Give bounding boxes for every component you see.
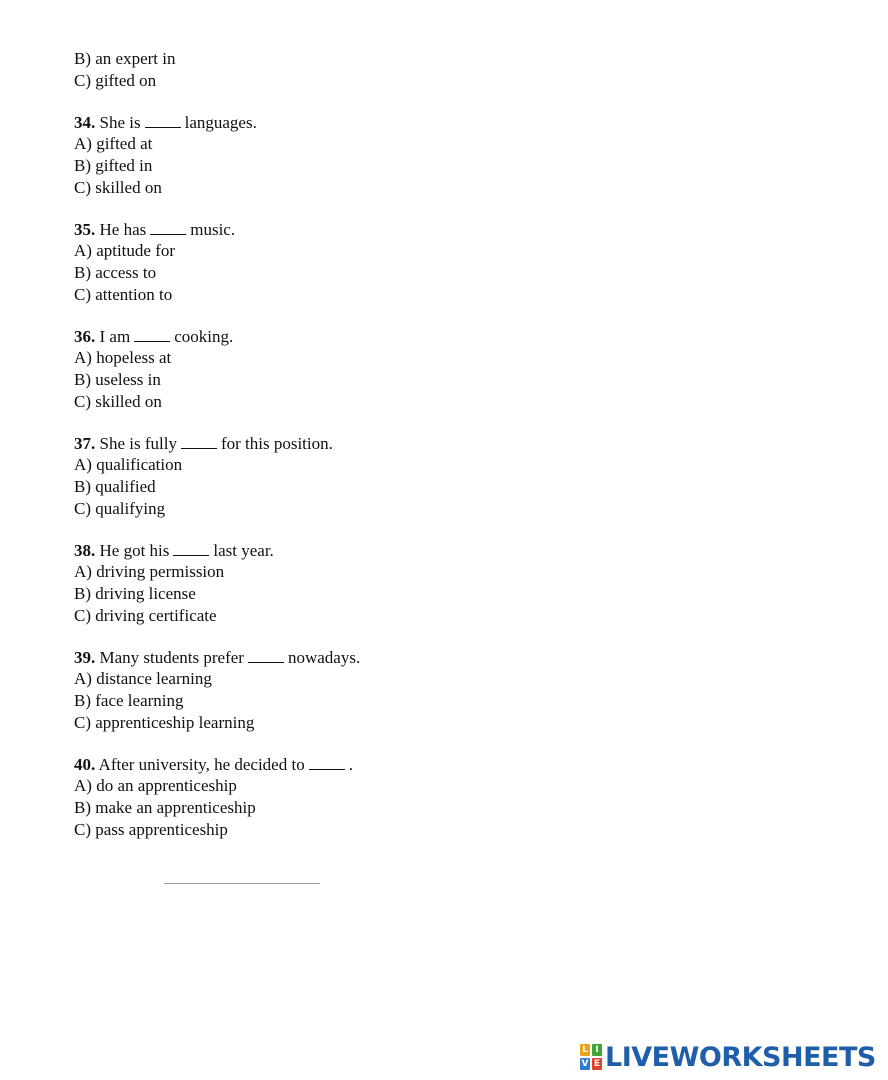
question-number: 37. [74, 434, 96, 453]
option-b[interactable]: B) face learning [74, 691, 184, 710]
logo-tile: V [581, 1059, 589, 1069]
option-b[interactable]: B) driving license [74, 584, 196, 603]
question-38 [74, 540, 834, 627]
question-40 [74, 754, 834, 841]
option-c[interactable]: C) skilled on [74, 392, 162, 411]
stem-after: last year. [213, 541, 274, 560]
option-b[interactable]: B) access to [74, 263, 157, 282]
brand-name: LIVEWORKSHEETS [605, 1041, 876, 1073]
option-a[interactable]: A) qualification [74, 455, 183, 474]
question-number: 35. [74, 220, 96, 239]
stem-before: After university, he decided to [95, 755, 305, 774]
option-b[interactable]: B) make an apprenticeship [74, 798, 256, 817]
answer-blank[interactable] [309, 755, 345, 770]
option-c[interactable]: C) skilled on [74, 178, 162, 197]
option-c[interactable]: C) qualifying [74, 499, 166, 518]
answer-blank[interactable] [173, 541, 209, 556]
question-stem [74, 326, 834, 347]
option-b[interactable]: B) qualified [74, 477, 156, 496]
option-c[interactable]: C) attention to [74, 285, 173, 304]
question-number: 39. [74, 648, 96, 667]
worksheet-page [74, 48, 834, 841]
question-stem [74, 540, 834, 561]
option-b[interactable]: B) useless in [74, 370, 161, 389]
stem-before: She is fully [95, 434, 177, 453]
question-36 [74, 326, 834, 413]
stem-before: He got his [95, 541, 170, 560]
liveworksheets-logo-icon [580, 1044, 602, 1070]
stem-after: for this position. [220, 434, 333, 453]
option-b[interactable]: B) gifted in [74, 156, 153, 175]
option-a[interactable]: A) distance learning [74, 669, 212, 688]
question-37 [74, 433, 834, 520]
question-stem [74, 433, 834, 454]
stem-after: languages. [184, 113, 257, 132]
answer-blank[interactable] [181, 434, 217, 449]
option: C) gifted on [74, 71, 157, 90]
question-stem [74, 112, 834, 133]
option-a[interactable]: A) do an apprenticeship [74, 776, 237, 795]
answer-blank[interactable] [150, 220, 186, 235]
option-a[interactable]: A) gifted at [74, 134, 153, 153]
stem-before: She is [95, 113, 141, 132]
option-a[interactable]: A) aptitude for [74, 241, 176, 260]
footnote-divider [164, 883, 320, 884]
question-number: 36. [74, 327, 96, 346]
option-c[interactable]: C) driving certificate [74, 606, 217, 625]
stem-after: . [348, 755, 353, 774]
option: B) an expert in [74, 49, 176, 68]
stem-after: cooking. [174, 327, 234, 346]
option-a[interactable]: A) driving permission [74, 562, 225, 581]
option-c[interactable]: C) pass apprenticeship [74, 820, 228, 839]
question-number: 40. [74, 755, 96, 774]
answer-blank[interactable] [248, 648, 284, 663]
option-c[interactable]: C) apprenticeship learning [74, 713, 255, 732]
question-39 [74, 647, 834, 734]
stem-before: I am [95, 327, 131, 346]
continued-options [74, 48, 834, 92]
answer-blank[interactable] [145, 113, 181, 128]
option-a[interactable]: A) hopeless at [74, 348, 172, 367]
stem-after: music. [190, 220, 236, 239]
stem-before: Many students prefer [95, 648, 244, 667]
stem-after: nowadays. [287, 648, 361, 667]
question-stem [74, 647, 834, 668]
logo-tile: I [592, 1044, 602, 1056]
question-34 [74, 112, 834, 199]
question-stem [74, 219, 834, 240]
question-number: 34. [74, 113, 96, 132]
logo-tile: L [580, 1044, 590, 1056]
stem-before: He has [95, 220, 147, 239]
question-35 [74, 219, 834, 306]
logo-tile: E [593, 1059, 601, 1069]
answer-blank[interactable] [134, 327, 170, 342]
question-number: 38. [74, 541, 96, 560]
liveworksheets-brand [580, 1040, 876, 1074]
question-stem [74, 754, 834, 775]
